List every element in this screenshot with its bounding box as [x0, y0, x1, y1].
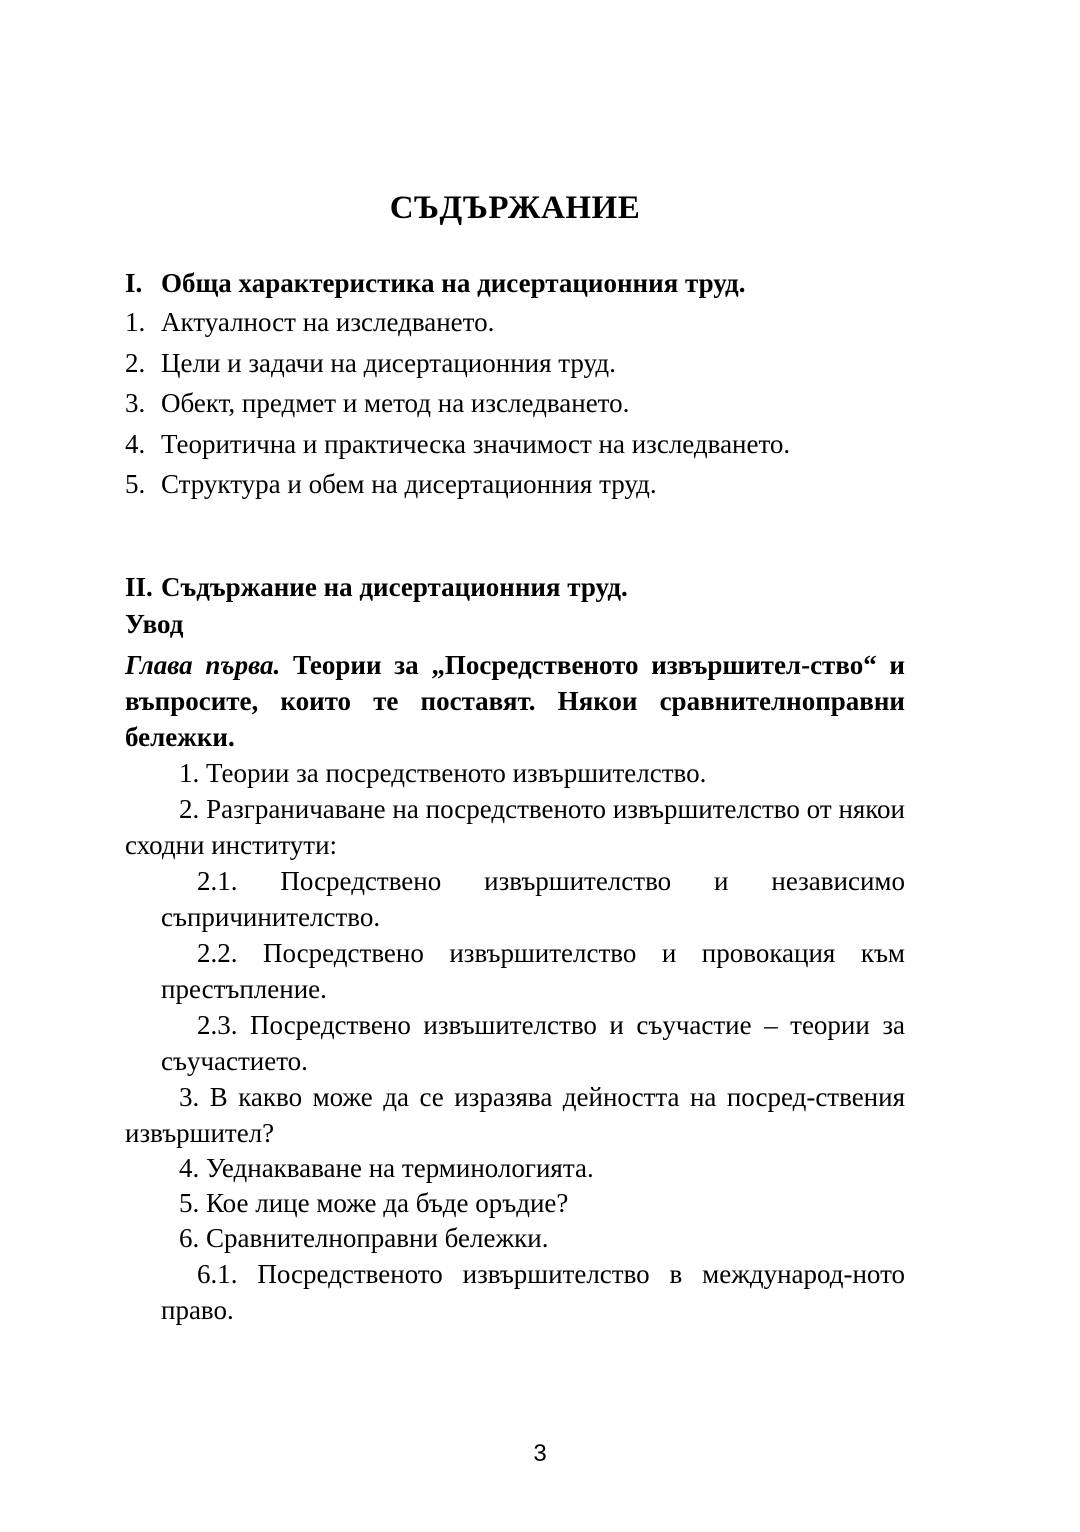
toc-item	[125, 1221, 905, 1256]
item-text: Посредствено извършителство и независимо съпричинителство.	[161, 866, 906, 932]
item-number: 2.	[179, 794, 200, 824]
section-1-heading	[125, 264, 905, 302]
item-text: Посредственото извършителство в международ-ното право.	[161, 1259, 906, 1325]
item-number: 4.	[125, 428, 146, 459]
toc-item	[125, 1186, 905, 1221]
item-text: Актуалност на изследването.	[161, 307, 495, 337]
section-2-heading	[125, 568, 905, 606]
page-title: СЪДЪРЖАНИЕ	[389, 190, 641, 226]
item-number: 4.	[179, 1153, 200, 1183]
item-number: 5.	[125, 469, 146, 499]
item-text: Посредствено извъшителство и съучастие – теории за съучастието.	[161, 1010, 906, 1076]
item-number: 6.1.	[197, 1259, 238, 1289]
item-text: Посредствено извършителство и провокация към престъпление.	[161, 938, 906, 1004]
item-text: В какво може да се изразява дейността на посред-ствения извършител?	[125, 1082, 905, 1148]
item-text: Уеднакваване на терминологията.	[206, 1153, 594, 1183]
item-number: 6.	[179, 1223, 200, 1253]
item-number: 5.	[179, 1188, 200, 1218]
chapter-heading	[125, 647, 905, 755]
toc-item	[125, 302, 905, 343]
item-text: Разграничаване на посредственото извършителство от някои сходни институти:	[125, 794, 906, 860]
toc-item	[125, 791, 905, 863]
item-text: Кое лице може да бъде оръдие?	[206, 1188, 569, 1218]
section-heading-text: Обща характеристика на дисертационния труд.	[161, 268, 746, 298]
section-2	[125, 568, 905, 1328]
toc-item	[125, 1079, 905, 1151]
item-number: 1.	[179, 758, 200, 788]
item-number: 2.3.	[197, 1010, 238, 1040]
section-number: I.	[125, 268, 143, 298]
intro-heading: Увод	[125, 609, 184, 639]
item-number: 2.2.	[197, 938, 238, 968]
toc-item	[125, 1151, 905, 1186]
section-number: II.	[125, 572, 153, 602]
toc-subitem	[161, 1256, 905, 1328]
toc-item	[125, 755, 905, 791]
item-text: Сравнителноправни бележки.	[206, 1223, 549, 1253]
chapter-title: Теории за „Посредственото извършител-ство“ и въпросите, които те поставят. Някои сравнителноправни бележки.	[125, 650, 905, 752]
item-number: 3.	[125, 388, 146, 418]
item-number: 3.	[179, 1082, 200, 1112]
toc-item	[125, 383, 905, 424]
item-text: Обект, предмет и метод на изследването.	[161, 388, 630, 418]
section-1	[125, 264, 905, 505]
toc-item	[125, 424, 905, 465]
toc-subitem	[161, 1007, 905, 1079]
item-text: Теоритична и практическа значимост на изследването.	[161, 428, 791, 459]
item-number: 2.1.	[197, 866, 238, 896]
toc-item	[125, 343, 905, 384]
section-heading-text: Съдържание на дисертационния труд.	[161, 572, 628, 602]
toc-subitem	[161, 935, 905, 1007]
toc-subitem	[161, 863, 905, 935]
item-number: 2.	[125, 347, 146, 378]
toc-item	[125, 464, 905, 505]
item-text: Цели и задачи на дисертационния труд.	[161, 347, 616, 378]
item-number: 1.	[125, 307, 146, 337]
chapter-label: Глава първа.	[125, 650, 281, 680]
page-number: 3	[533, 1440, 547, 1467]
item-text: Структура и обем на дисертационния труд.	[161, 469, 657, 499]
item-text: Теории за посредственото извършителство.	[206, 758, 707, 788]
